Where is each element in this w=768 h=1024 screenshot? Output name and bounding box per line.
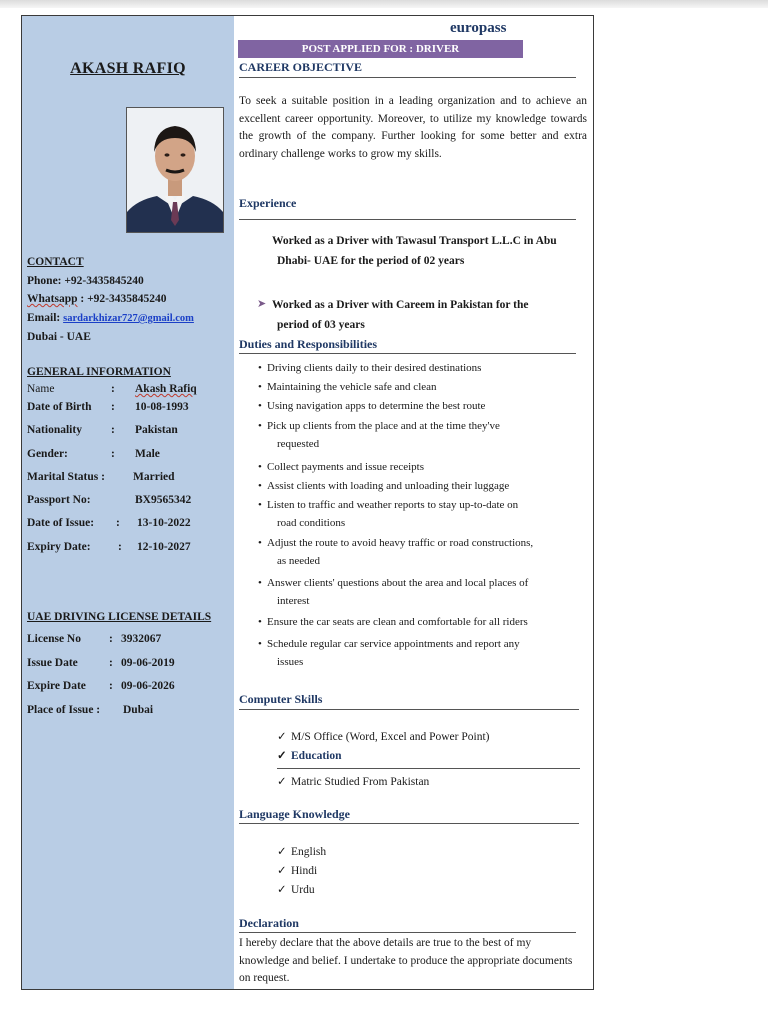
- duty-text: requested: [277, 437, 320, 450]
- license-colon: :: [109, 657, 113, 669]
- bullet-icon: •: [258, 616, 262, 628]
- phone-text: Phone: +92-3435845240: [27, 275, 144, 287]
- whatsapp-text: [27, 293, 166, 305]
- section-divider: [239, 932, 576, 933]
- check-icon: ✓: [277, 846, 287, 858]
- info-label: Marital Status :: [27, 471, 105, 483]
- duty-text: Assist clients with loading and unloading their luggage: [267, 480, 510, 492]
- computer-skill-text: M/S Office (Word, Excel and Power Point): [291, 731, 490, 743]
- license-row-place: [22, 704, 234, 722]
- bullet-icon: •: [258, 638, 262, 650]
- duty-item: [258, 497, 593, 532]
- bullet-icon: •: [258, 362, 262, 374]
- experience-line: period of 03 years: [277, 319, 365, 331]
- license-row-number: [22, 633, 234, 651]
- info-label: Gender:: [27, 448, 68, 460]
- info-label: Date of Issue:: [27, 517, 95, 529]
- section-divider: [239, 219, 576, 220]
- bullet-icon: •: [258, 461, 262, 473]
- info-label: Expiry Date:: [27, 541, 91, 553]
- duty-item: [258, 575, 593, 610]
- duty-item: [258, 636, 593, 671]
- info-row-passport: [22, 494, 234, 512]
- duties-heading: Duties and Responsibilities: [239, 337, 378, 351]
- sidebar: [22, 16, 234, 989]
- candidate-name: AKASH RAFIQ: [70, 60, 186, 77]
- experience-line: Worked as a Driver with Tawasul Transport L.L.C in Abu: [272, 235, 557, 247]
- top-shadow: [0, 0, 768, 8]
- info-row-dob: [22, 401, 234, 419]
- cv-page: [21, 15, 594, 990]
- duty-item: [258, 535, 593, 570]
- duty-text: Answer clients' questions about the area and local places of: [267, 577, 529, 589]
- info-label: Date of Birth: [27, 401, 92, 413]
- license-value: 09-06-2019: [121, 657, 175, 669]
- info-value: BX9565342: [135, 494, 192, 506]
- duty-text: Using navigation apps to determine the best route: [267, 400, 486, 412]
- info-row-marital: [22, 471, 234, 489]
- info-value: 12-10-2027: [137, 541, 191, 553]
- info-label: Name: [27, 383, 55, 395]
- declaration-heading: Declaration: [239, 916, 299, 930]
- license-label: Expire Date: [27, 680, 86, 692]
- info-value: 10-08-1993: [135, 401, 189, 413]
- duty-text: Listen to traffic and weather reports to stay up-to-date on: [267, 499, 519, 511]
- email-link[interactable]: sardarkhizar727@gmail.com: [63, 313, 194, 324]
- info-colon: :: [118, 541, 122, 553]
- section-divider: [239, 353, 576, 354]
- experience-line: Dhabi- UAE for the period of 02 years: [277, 255, 465, 267]
- whatsapp-value: : +92-3435845240: [80, 293, 167, 305]
- duty-text: Pick up clients from the place and at the time they've: [267, 420, 500, 432]
- check-icon: ✓: [277, 884, 287, 896]
- license-label: Issue Date: [27, 657, 78, 669]
- contact-heading: CONTACT: [27, 256, 84, 268]
- license-colon: :: [109, 680, 113, 692]
- info-value: 13-10-2022: [137, 517, 191, 529]
- duty-text: issues: [277, 655, 304, 668]
- arrow-bullet-icon: ➤: [257, 298, 267, 310]
- duty-item: [258, 360, 593, 378]
- education-heading-line: [277, 748, 342, 762]
- check-icon: ✓: [277, 865, 287, 877]
- duty-item: [258, 379, 593, 397]
- declaration-text: I hereby declare that the above details are true to the best of my knowledge and belief. I undertake to produce the appropriate documents on request.: [239, 937, 573, 984]
- computer-skills-heading: Computer Skills: [239, 692, 323, 706]
- language-item: [277, 844, 326, 858]
- license-value: 3932067: [121, 633, 162, 645]
- license-label: License No: [27, 633, 81, 645]
- bullet-icon: •: [258, 400, 262, 412]
- bullet-icon: •: [258, 480, 262, 492]
- email-line: [27, 312, 194, 324]
- language-item: [277, 863, 317, 877]
- info-row-issue: [22, 517, 234, 535]
- duty-text: interest: [277, 594, 310, 607]
- license-value: Dubai: [123, 704, 154, 716]
- info-row-nationality: [22, 424, 234, 442]
- bullet-icon: •: [258, 499, 262, 511]
- duty-text: Maintaining the vehicle safe and clean: [267, 381, 437, 393]
- career-objective-heading: CAREER OBJECTIVE: [239, 60, 363, 74]
- info-colon: :: [111, 383, 115, 395]
- info-row-name: [22, 383, 234, 401]
- info-value: Akash Rafiq: [135, 383, 197, 395]
- license-colon: :: [109, 633, 113, 645]
- post-applied-bar: POST APPLIED FOR : DRIVER: [238, 40, 523, 58]
- section-divider: [277, 768, 580, 769]
- info-colon: :: [116, 517, 120, 529]
- section-divider: [239, 77, 576, 78]
- license-label: Place of Issue :: [27, 704, 101, 716]
- language-item: [277, 882, 315, 896]
- education-item: [277, 774, 429, 788]
- license-row-expire: [22, 680, 234, 698]
- duty-text: Adjust the route to avoid heavy traffic or road constructions,: [267, 537, 534, 549]
- europass-logo: europass: [450, 20, 507, 36]
- section-divider: [239, 709, 579, 710]
- license-row-issue: [22, 657, 234, 675]
- computer-skill-item: [277, 729, 489, 743]
- license-value: 09-06-2026: [121, 680, 175, 692]
- bullet-icon: •: [258, 381, 262, 393]
- duty-text: as needed: [277, 554, 321, 567]
- check-icon: ✓: [277, 750, 287, 762]
- experience-item-1: [272, 231, 597, 271]
- info-value: Pakistan: [135, 424, 178, 436]
- general-info-heading: GENERAL INFORMATION: [27, 366, 171, 378]
- info-value: Male: [135, 448, 160, 460]
- duty-item: [258, 478, 593, 496]
- check-icon: ✓: [277, 731, 287, 743]
- section-divider: [239, 823, 579, 824]
- main-column: [234, 16, 593, 989]
- info-value: Married: [133, 471, 175, 483]
- experience-heading: Experience: [239, 196, 297, 210]
- info-colon: :: [111, 401, 115, 413]
- language-text: Hindi: [291, 865, 318, 877]
- license-heading: UAE DRIVING LICENSE DETAILS: [27, 611, 212, 623]
- bullet-icon: •: [258, 577, 262, 589]
- info-row-expiry: [22, 541, 234, 559]
- info-colon: :: [111, 448, 115, 460]
- duty-item: [258, 418, 593, 453]
- education-text: Matric Studied From Pakistan: [291, 776, 430, 788]
- language-heading: Language Knowledge: [239, 807, 351, 821]
- duty-text: Ensure the car seats are clean and comfortable for all riders: [267, 616, 528, 628]
- check-icon: ✓: [277, 776, 287, 788]
- location-text: Dubai - UAE: [27, 331, 91, 343]
- person-photo-icon: [126, 107, 224, 233]
- duty-text: Schedule regular car service appointments and report any: [267, 638, 520, 650]
- duty-text: road conditions: [277, 516, 346, 529]
- education-heading: Education: [291, 750, 342, 762]
- info-colon: :: [111, 424, 115, 436]
- bullet-icon: •: [258, 420, 262, 432]
- career-objective-text: To seek a suitable position in a leading organization and to achieve an excellent career opportunity. Moreover, to utilize my knowledge towards the growth of the company. Further looking for some better and extra ordinary challenge works to grow my skills.: [239, 95, 587, 160]
- duty-item: [258, 459, 593, 477]
- duty-item: [258, 398, 593, 416]
- duty-item: [258, 614, 593, 632]
- email-label: Email:: [27, 312, 61, 324]
- experience-item-2: [272, 295, 592, 335]
- info-row-gender: [22, 448, 234, 466]
- language-text: English: [291, 846, 327, 858]
- bullet-icon: •: [258, 537, 262, 549]
- duty-text: Collect payments and issue receipts: [267, 461, 425, 473]
- language-text: Urdu: [291, 884, 315, 896]
- info-label: Nationality: [27, 424, 82, 436]
- whatsapp-label: Whatsapp: [27, 293, 78, 305]
- info-label: Passport No:: [27, 494, 91, 506]
- duty-text: Driving clients daily to their desired destinations: [267, 362, 482, 374]
- experience-line: Worked as a Driver with Careem in Pakistan for the: [272, 299, 529, 311]
